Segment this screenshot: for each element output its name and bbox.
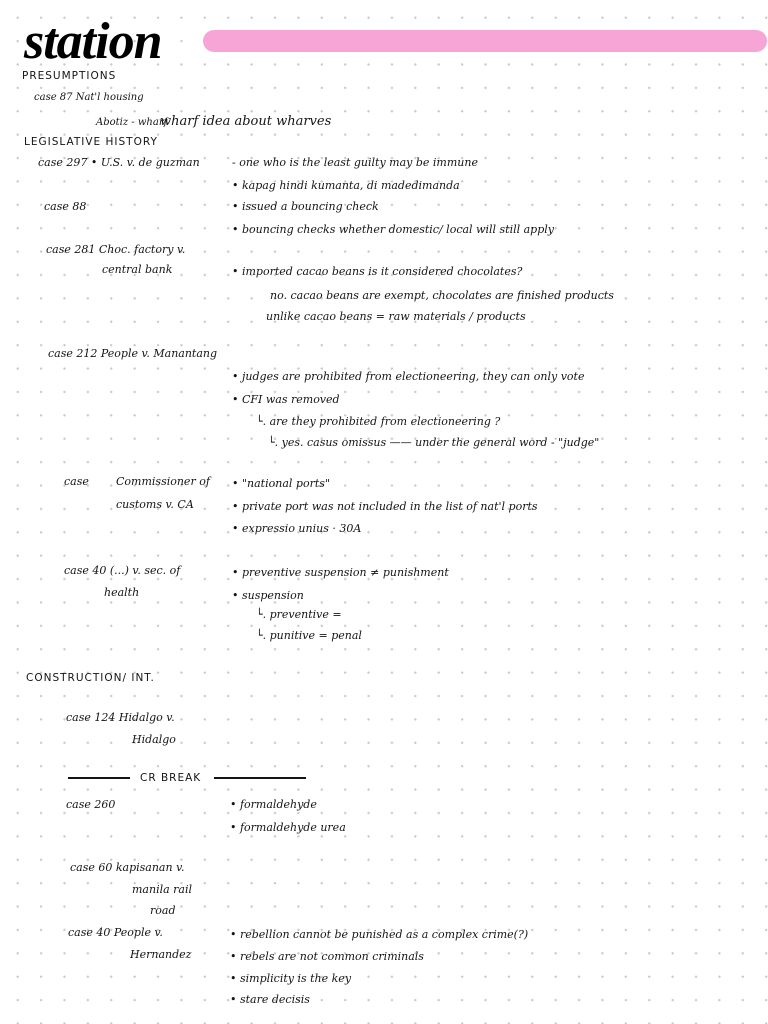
bullet-note: • rebellion cannot be punished as a complex crime(?) xyxy=(230,928,529,941)
bullet-note: └. preventive = xyxy=(256,608,342,621)
bullet-note: - one who is the least guilty may be immune xyxy=(232,156,478,169)
divider-line-left xyxy=(68,777,130,779)
bullet-note: • CFI was removed xyxy=(232,393,340,406)
bullet-note: • issued a bouncing check xyxy=(232,200,379,213)
case-label: case 260 xyxy=(66,798,116,811)
case-label: case 40 (...) v. sec. of xyxy=(64,564,181,577)
section-heading-construction: CONSTRUCTION/ INT. xyxy=(26,672,155,684)
section-heading-legislative-history: LEGISLATIVE HISTORY xyxy=(24,136,158,148)
case-label: customs v. CA xyxy=(116,498,194,511)
bullet-note: • kapag hindi kumanta, di madedimanda xyxy=(232,179,460,192)
bullet-note: • suspension xyxy=(232,589,304,602)
bullet-note: • stare decisis xyxy=(230,993,310,1006)
divider-line-right xyxy=(214,777,306,779)
bullet-note: • imported cacao beans is it considered chocolates? xyxy=(232,265,523,278)
section-heading-presumptions: PRESUMPTIONS xyxy=(22,70,117,82)
title-highlight-bar xyxy=(203,30,767,52)
bullet-note: • "national ports" xyxy=(232,477,330,490)
case-label: case 60 kapisanan v. xyxy=(70,861,185,874)
bullet-note: • rebels are not common criminals xyxy=(230,950,424,963)
bullet-note: └. punitive = penal xyxy=(256,629,362,642)
bullet-note: • formaldehyde xyxy=(230,798,317,811)
bullet-note: no. cacao beans are exempt, chocolates are finished products xyxy=(270,289,614,302)
bullet-note: └. are they prohibited from electioneering ? xyxy=(256,415,501,428)
case-label: central bank xyxy=(102,263,173,276)
case-label: road xyxy=(150,904,176,917)
section-heading-cr-break: CR BREAK xyxy=(140,772,202,784)
case-label: case 124 Hidalgo v. xyxy=(66,711,175,724)
bullet-note: • judges are prohibited from electioneering, they can only vote xyxy=(232,370,585,383)
case-label: case 281 Choc. factory v. xyxy=(46,243,186,256)
page-title: station xyxy=(24,13,162,70)
case-label: Commissioner of xyxy=(116,475,210,488)
case-label: Hernandez xyxy=(130,948,192,961)
bullet-note: • simplicity is the key xyxy=(230,972,352,985)
bullet-note: • private port was not included in the list of nat'l ports xyxy=(232,500,538,513)
bullet-note: • preventive suspension ≠ punishment xyxy=(232,566,449,579)
case-label: case 87 Nat'l housing xyxy=(34,92,144,103)
note-text: Abotiz - wharf xyxy=(96,117,168,128)
bullet-note: • expressio unius · 30A xyxy=(232,522,362,535)
note-text: wharf idea about wharves xyxy=(160,114,332,129)
case-label: case 88 xyxy=(44,200,87,213)
bullet-note: └. yes. casus omissus —— under the general word - "judge" xyxy=(268,436,600,449)
case-label: case 212 People v. Manantang xyxy=(48,347,218,360)
case-label: health xyxy=(104,586,140,599)
bullet-note: unlike cacao beans = raw materials / products xyxy=(266,310,526,323)
case-label: case 297 • U.S. v. de guzman xyxy=(38,156,200,169)
case-label: case xyxy=(64,475,89,488)
bullet-note: • bouncing checks whether domestic/ local will still apply xyxy=(232,223,555,236)
bullet-note: • formaldehyde urea xyxy=(230,821,346,834)
case-label: case 40 People v. xyxy=(68,926,163,939)
case-label: manila rail xyxy=(132,883,193,896)
case-label: Hidalgo xyxy=(132,733,176,746)
